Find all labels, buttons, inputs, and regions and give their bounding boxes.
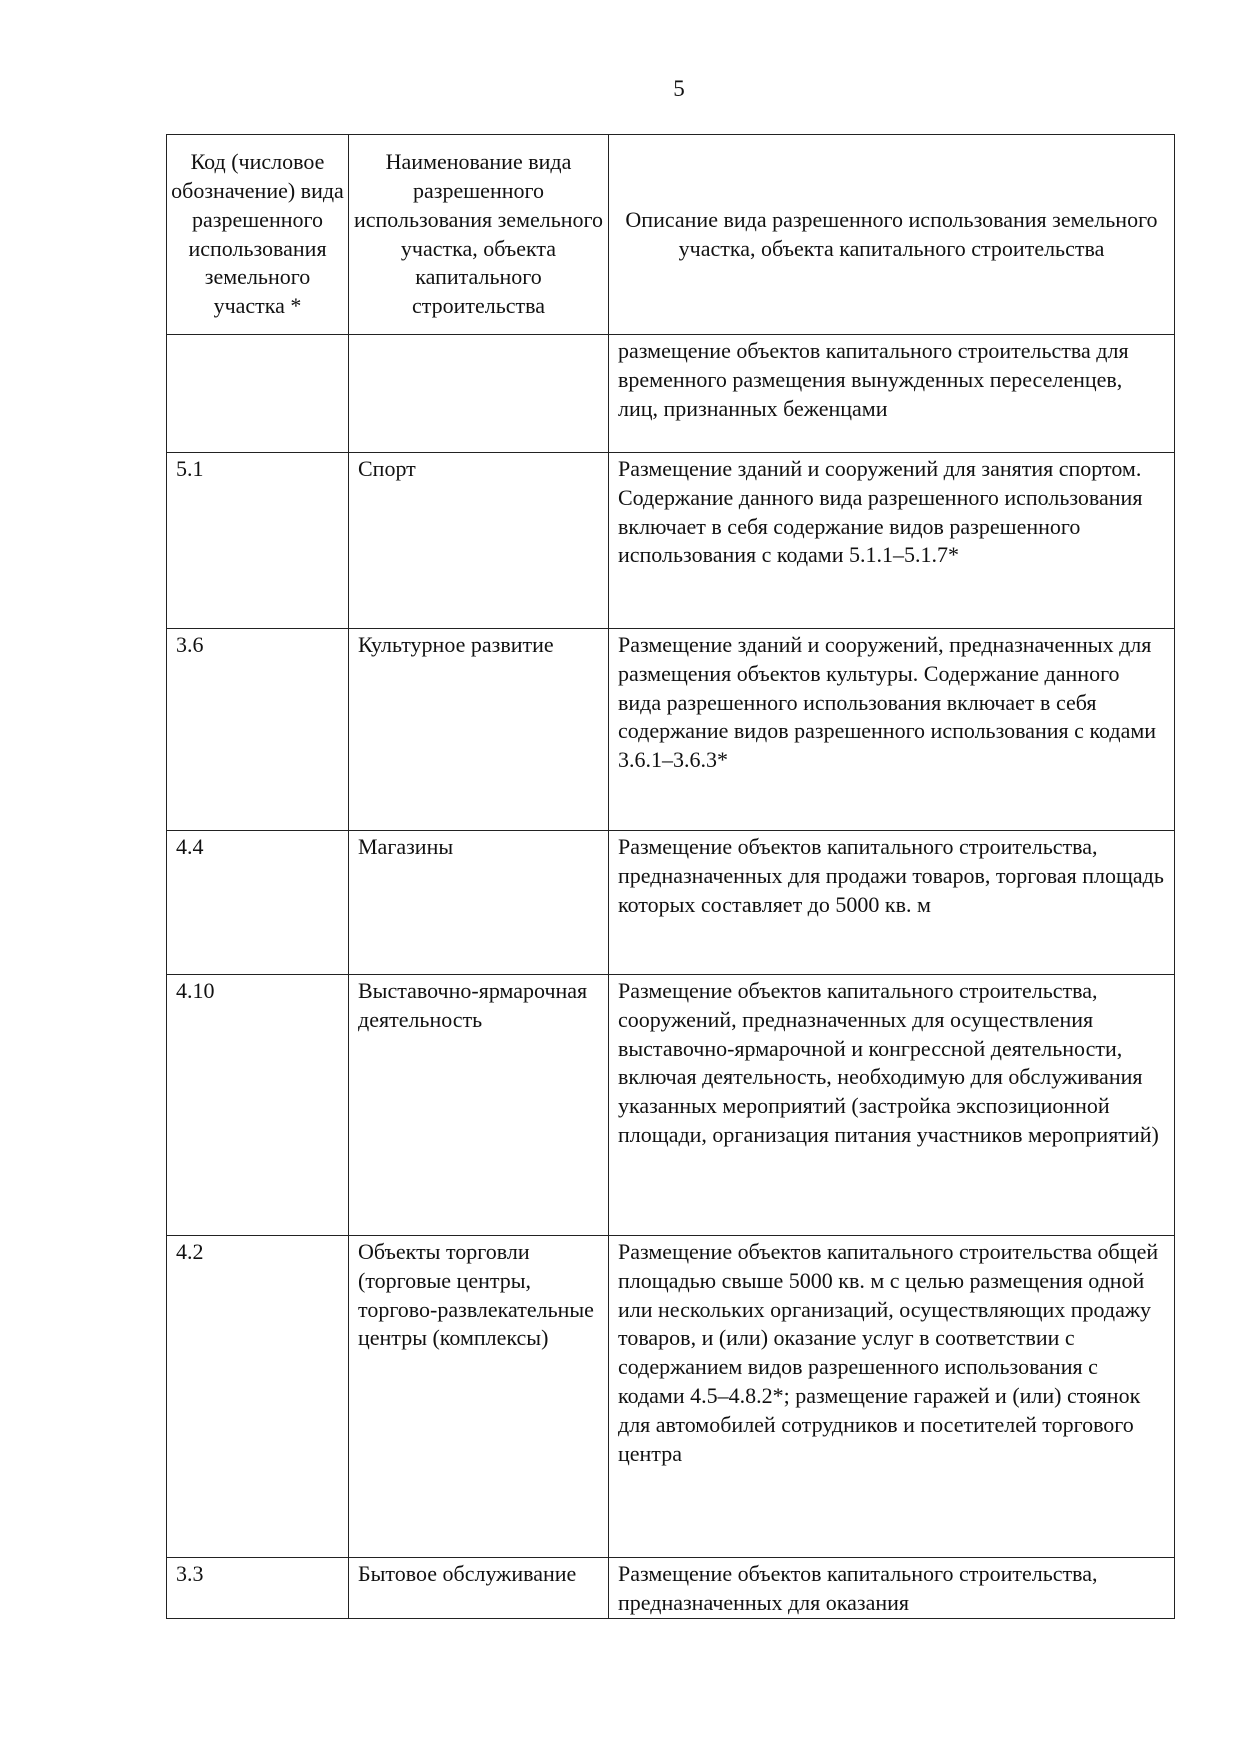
table-row: [167, 453, 1175, 629]
cell-name: [349, 335, 609, 453]
table-row: [167, 1558, 1175, 1619]
land-use-table: [166, 134, 1175, 1619]
cell-code: 3.6: [167, 629, 349, 831]
cell-description: Размещение объектов капитального строительства общей площадью свыше 5000 кв. м с целью размещения одной или нескольких организаций, осуществляющих продажу товаров, и (или) оказание услуг в соответствии с содержанием видов разрешенного использования с кодами 4.5–4.8.2*; размещение гаражей и (или) стоянок для автомобилей сотрудников и посетителей торгового центра: [609, 1236, 1175, 1558]
table-row: [167, 335, 1175, 453]
cell-description: Размещение объектов капитального строительства, предназначенных для оказания: [609, 1558, 1175, 1619]
header-name: Наименование вида разрешенного использования земельного участка, объекта капитального строительства: [349, 135, 609, 335]
cell-name: Культурное развитие: [349, 629, 609, 831]
header-code: Код (числовое обозначение) вида разрешенного использования земельного участка *: [167, 135, 349, 335]
table-row: [167, 1236, 1175, 1558]
cell-name: Объекты торговли (торговые центры, торгово-развлекательные центры (комплексы): [349, 1236, 609, 1558]
cell-name: Выставочно-ярмарочная деятельность: [349, 975, 609, 1236]
cell-description: Размещение зданий и сооружений для занятия спортом. Содержание данного вида разрешенного использования включает в себя содержание видов разрешенного использования с кодами 5.1.1–5.1.7*: [609, 453, 1175, 629]
header-description: Описание вида разрешенного использования земельного участка, объекта капитального строительства: [609, 135, 1175, 335]
table-row: [167, 831, 1175, 975]
cell-description: Размещение объектов капитального строительства, сооружений, предназначенных для осуществления выставочно-ярмарочной и конгрессной деятельности, включая деятельность, необходимую для обслуживания указанных мероприятий (застройка экспозиционной площади, организация питания участников мероприятий): [609, 975, 1175, 1236]
cell-description: Размещение объектов капитального строительства, предназначенных для продажи товаров, торговая площадь которых составляет до 5000 кв. м: [609, 831, 1175, 975]
cell-code: 4.2: [167, 1236, 349, 1558]
table-row: [167, 975, 1175, 1236]
cell-description: размещение объектов капитального строительства для временного размещения вынужденных переселенцев, лиц, признанных беженцами: [609, 335, 1175, 453]
cell-code: [167, 335, 349, 453]
cell-code: 4.4: [167, 831, 349, 975]
cell-name: Бытовое обслуживание: [349, 1558, 609, 1619]
cell-code: 4.10: [167, 975, 349, 1236]
table-header-row: [167, 135, 1175, 335]
cell-code: 3.3: [167, 1558, 349, 1619]
table-row: [167, 629, 1175, 831]
page-number: 5: [673, 76, 685, 101]
cell-code: 5.1: [167, 453, 349, 629]
cell-name: Спорт: [349, 453, 609, 629]
cell-description: Размещение зданий и сооружений, предназначенных для размещения объектов культуры. Содержание данного вида разрешенного использования включает в себя содержание видов разрешенного использования с кодами 3.6.1–3.6.3*: [609, 629, 1175, 831]
cell-name: Магазины: [349, 831, 609, 975]
